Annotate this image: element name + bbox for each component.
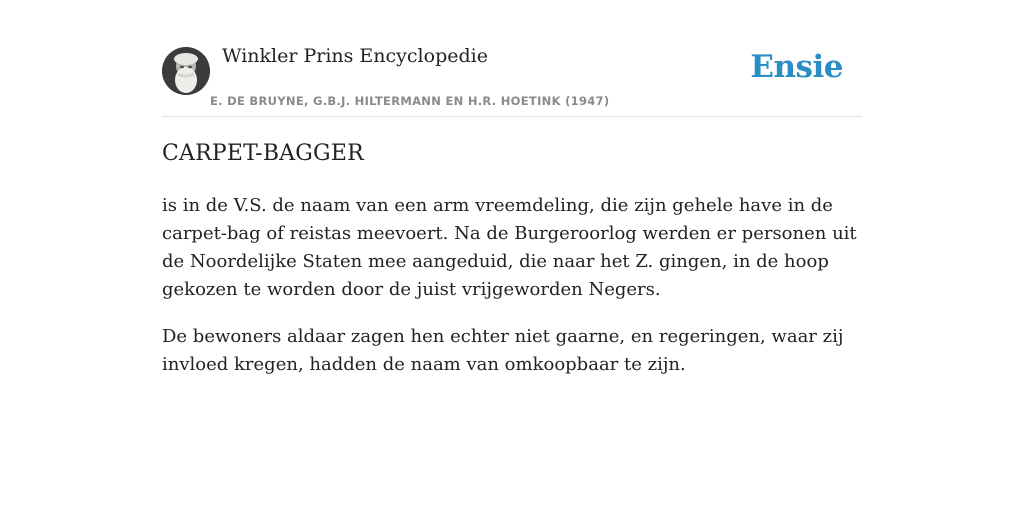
source-title: Winkler Prins Encyclopedie	[222, 45, 488, 67]
entry-paragraph: is in de V.S. de naam van een arm vreemdeling, die zijn gehele have in de carpet-bag of reistas meevoert. Na de Burgeroorlog werden er personen uit de Noordelijke Staten mee aangeduid, die naar het Z. gingen, in de hoop gekozen te worden door de juist vrijgeworden Negers.	[162, 195, 857, 300]
author-avatar	[162, 47, 210, 95]
ensie-logo-link[interactable]: Ensie	[750, 49, 843, 85]
source-header	[162, 0, 862, 117]
entry-paragraph: De bewoners aldaar zagen hen echter niet gaarne, en regeringen, waar zij invloed kregen, hadden de naam van omkoopbaar te zijn.	[162, 326, 844, 375]
entry-title: CARPET-BAGGER	[162, 141, 364, 166]
source-authors: E. DE BRUYNE, G.B.J. HILTERMANN EN H.R. HOETINK (1947)	[210, 94, 610, 108]
entry-body	[162, 192, 862, 398]
bearded-man-portrait-icon	[162, 47, 210, 95]
page	[162, 0, 862, 375]
